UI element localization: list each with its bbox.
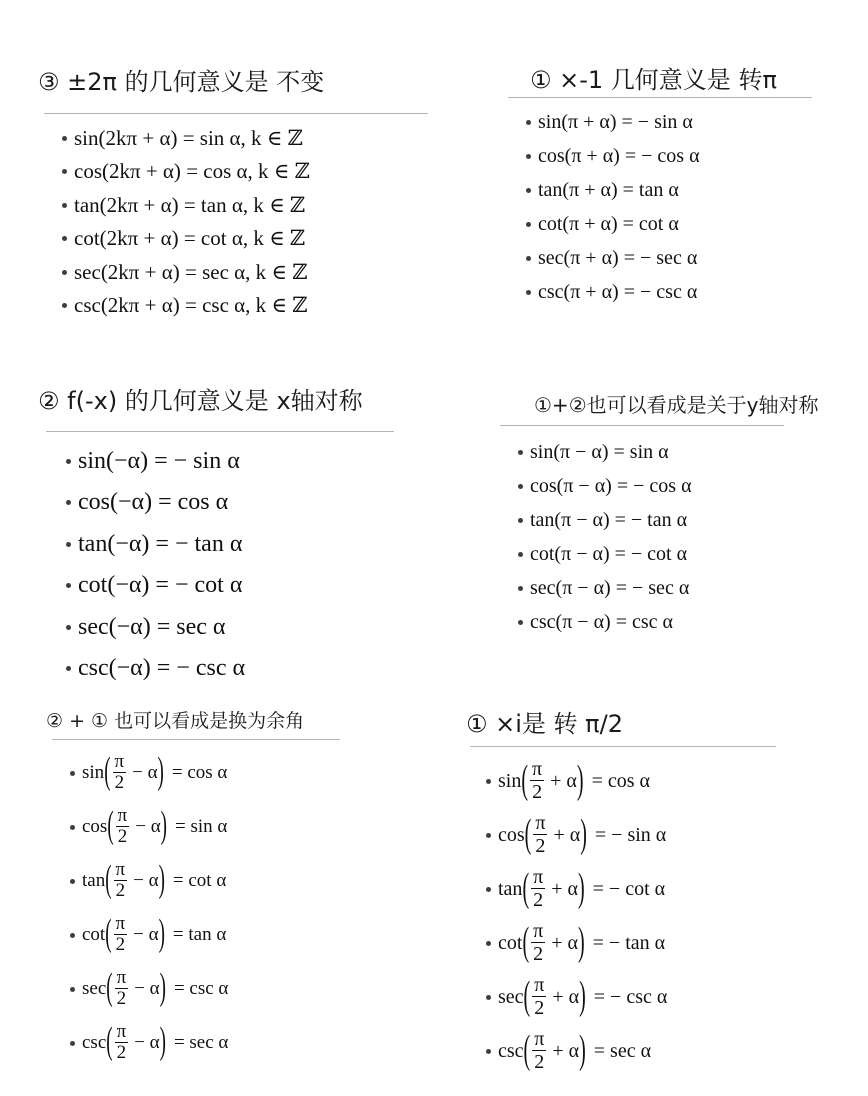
formula-lhs: sec(π + α) [538,246,619,269]
formula-lhs: sin(−α) [78,447,149,474]
formula-rhs: = sin α [175,816,228,837]
function-name: sin [498,769,522,792]
fraction-pi-over-2 [531,921,545,965]
formula-lhs: sin(π + α) [538,110,617,133]
fraction-pi-over-2 [532,975,546,1019]
fraction-numerator: π [534,974,545,996]
function-name: cot [498,931,523,954]
divider [508,97,812,98]
bullet-dot [486,1049,491,1054]
bullet-dot [70,1041,75,1046]
formula-rhs: = cot α, k ∈ ℤ [183,226,306,250]
formula-row [62,189,305,221]
formula-rhs: = csc α [615,610,674,633]
heading-y-axis-symmetry: ①+②也可以看成是关于y轴对称 [534,393,819,417]
bullet-dot [66,583,71,588]
fraction-pi-over-2 [533,813,547,857]
formula-rhs: = sin α [613,440,669,463]
formula-row [70,855,226,907]
fraction-pi-over-2 [531,867,545,911]
bullet-dot [518,518,523,523]
formula-rhs: = cos α [158,489,229,515]
fraction-numerator: π [116,967,127,989]
formula-rhs: = − tan α [592,931,666,954]
formula-row [518,436,669,468]
right-paren: ) [157,751,164,793]
formula-lhs: cot(−α) [78,572,150,598]
fraction-numerator: π [533,866,544,888]
formula-row [62,256,308,288]
bullet-dot [70,879,75,884]
formula-rhs: = cos α, k ∈ ℤ [186,159,310,183]
function-name: tan [82,870,106,891]
bullet-dot [526,290,531,295]
formula-row [518,504,687,536]
formula-rhs: = − cot α [614,542,688,565]
fraction-numerator: π [115,859,126,881]
formula-lhs: csc(π + α) [538,280,619,303]
fraction-denominator: 2 [114,772,125,794]
fraction-numerator: π [534,1028,545,1050]
formula-row [486,1025,651,1077]
bullet-dot [62,203,67,208]
divider [52,739,340,740]
formula-row [66,442,240,480]
formula-rhs: = sec α, k ∈ ℤ [185,259,308,284]
bullet-dot [526,188,531,193]
formula-rhs: = cot α [622,212,679,235]
formula-lhs: cos(π + α) [538,144,620,167]
fraction-denominator: 2 [115,934,126,956]
angle-operation: − α [134,1032,160,1053]
formula-rhs: = sec α [156,613,226,640]
formula-row [526,106,693,138]
bullet-dot [518,484,523,489]
left-paren: ( [105,913,112,955]
formula-row [518,572,689,604]
formula-lhs: sec(2kπ + α) [74,259,180,284]
right-paren: ) [579,974,586,1018]
formula-row [486,863,665,915]
formula-rhs: = − cot α [592,877,666,900]
bullet-dot [62,136,67,141]
bullet-dot [62,303,67,308]
angle-operation: − α [135,816,161,837]
angle-operation: + α [552,985,580,1008]
fraction-numerator: π [117,805,128,827]
function-name: csc [498,1039,524,1062]
function-name: sin [82,762,105,783]
formula-row [66,484,228,522]
formula-row [486,917,665,969]
divider [46,431,394,432]
left-paren: ( [106,967,113,1009]
formula-rhs: = − cos α [624,144,700,167]
formula-lhs: tan(π + α) [538,178,618,201]
right-paren: ) [577,866,585,910]
fraction-numerator: π [115,913,126,935]
formula-row [66,608,226,646]
formula-row [70,909,226,961]
formula-lhs: cot(π − α) [530,542,610,565]
formula-rhs: = tan α [622,178,679,201]
bullet-dot [518,450,523,455]
formula-row [70,963,228,1015]
fraction-pi-over-2 [116,806,130,848]
right-paren: ) [580,812,587,856]
formula-row [526,208,679,240]
formula-lhs: sec(−α) [78,613,151,640]
formula-row [518,470,692,502]
formula-rhs: = − sin α [621,110,693,133]
bullet-dot [66,542,71,547]
fraction-denominator: 2 [117,826,128,848]
formula-row [526,276,697,308]
formula-rhs: = − cot α [155,572,243,598]
left-paren: ( [107,805,114,847]
formula-rhs: = cos α [591,769,650,792]
right-paren: ) [159,1021,166,1063]
formula-rhs: = cot α [172,870,227,891]
angle-operation: + α [550,769,577,792]
formula-rhs: = − csc α [156,655,246,681]
formula-lhs: sin(π − α) [530,440,609,463]
function-name: csc [82,1032,107,1053]
fraction-pi-over-2 [115,968,129,1010]
formula-row [518,606,673,638]
bullet-dot [66,459,71,464]
formula-lhs: cos(−α) [78,489,153,515]
formula-rhs: = − tan α [155,530,243,557]
fraction-pi-over-2 [114,860,128,902]
bullet-dot [486,941,491,946]
formula-row [526,140,700,172]
formula-lhs: cot(2kπ + α) [74,226,179,250]
left-paren: ( [104,751,111,793]
bullet-dot [518,620,523,625]
bullet-dot [526,154,531,159]
fraction-numerator: π [535,812,546,834]
heading-times-minus-one: ① ×-1 几何意义是 转π [530,66,777,94]
formula-lhs: csc(π − α) [530,610,611,633]
formula-row [62,223,305,255]
left-paren: ( [523,1028,531,1072]
function-name: cot [82,924,106,945]
bullet-dot [518,552,523,557]
bullet-dot [526,222,531,227]
formula-rhs: = − sin α [594,823,667,846]
angle-operation: − α [133,870,159,891]
formula-rhs: = − csc α [623,280,698,303]
heading-plus-minus-2pi: ③ ±2π 的几何意义是 不变 [38,68,325,96]
formula-rhs: = tan α [172,924,227,945]
angle-operation: + α [551,877,578,900]
fraction-denominator: 2 [535,835,546,857]
bullet-dot [70,771,75,776]
formula-rhs: = − cos α [616,474,692,497]
bullet-dot [70,987,75,992]
fraction-pi-over-2 [114,914,128,956]
formula-lhs: sin(2kπ + α) [74,125,178,150]
left-paren: ( [523,974,531,1018]
divider [470,746,776,747]
right-paren: ) [576,758,584,802]
angle-operation: − α [133,924,159,945]
left-paren: ( [521,758,529,802]
bullet-dot [62,169,67,174]
formula-row [486,755,650,807]
formula-rhs: = csc α [173,978,229,999]
formula-rhs: = sec α [173,1032,229,1053]
bullet-dot [70,933,75,938]
bullet-dot [66,625,71,630]
function-name: tan [498,877,523,900]
formula-row [66,650,245,688]
right-paren: ) [160,805,167,847]
function-name: sec [82,978,107,999]
fraction-pi-over-2 [532,1029,546,1073]
formula-lhs: csc(−α) [78,655,151,681]
formula-rhs: = cos α [171,762,228,783]
formula-rhs: = − tan α [614,508,688,531]
fraction-numerator: π [533,920,544,942]
bullet-dot [62,270,67,275]
formula-row [62,290,308,322]
fraction-denominator: 2 [534,997,545,1019]
formula-rhs: = sec α [593,1039,652,1062]
formula-row [486,809,666,861]
formula-lhs: tan(2kπ + α) [74,192,179,217]
bullet-dot [66,666,71,671]
fraction-denominator: 2 [534,1051,545,1073]
heading-f-minus-x: ② f(-x) 的几何意义是 x轴对称 [38,387,363,415]
left-paren: ( [106,1021,113,1063]
right-paren: ) [159,967,166,1009]
function-name: cos [82,816,108,837]
right-paren: ) [577,920,585,964]
formula-rhs: = tan α, k ∈ ℤ [183,192,306,217]
formula-row [70,747,227,799]
formula-row [526,242,697,274]
formula-lhs: tan(−α) [78,530,150,557]
angle-operation: + α [551,931,578,954]
right-paren: ) [579,1028,586,1072]
bullet-dot [486,779,491,784]
formula-row [486,971,667,1023]
bullet-dot [486,995,491,1000]
fraction-pi-over-2 [530,759,544,803]
bullet-dot [486,833,491,838]
formula-row [62,156,310,188]
fraction-pi-over-2 [115,1022,129,1064]
bullet-dot [66,500,71,505]
formula-row [66,525,242,563]
formula-lhs: cos(π − α) [530,474,612,497]
bullet-dot [518,586,523,591]
left-paren: ( [524,812,532,856]
fraction-numerator: π [532,758,543,780]
formula-lhs: csc(2kπ + α) [74,293,180,317]
fraction-pi-over-2 [113,752,127,794]
formula-row [526,174,679,206]
left-paren: ( [105,859,112,901]
formula-rhs: = − csc α [593,985,668,1008]
fraction-denominator: 2 [116,988,127,1010]
formula-rhs: = − sec α [615,576,690,599]
formula-lhs: cos(2kπ + α) [74,159,181,183]
formula-rhs: = csc α, k ∈ ℤ [185,293,308,317]
right-paren: ) [158,913,165,955]
fraction-denominator: 2 [533,943,544,965]
formula-rhs: = − sin α [154,447,240,474]
bullet-dot [62,236,67,241]
bullet-dot [486,887,491,892]
left-paren: ( [522,920,530,964]
formula-rhs: = sin α, k ∈ ℤ [182,125,303,150]
bullet-dot [526,120,531,125]
angle-operation: − α [132,762,158,783]
heading-times-i: ① ×i是 转 π/2 [466,710,623,738]
formula-lhs: tan(π − α) [530,508,610,531]
formula-rhs: = − sec α [623,246,698,269]
formula-row [518,538,687,570]
function-name: cos [498,823,525,846]
right-paren: ) [158,859,165,901]
fraction-denominator: 2 [532,781,543,803]
formula-row [70,1017,228,1069]
formula-row [70,801,227,853]
fraction-denominator: 2 [115,880,126,902]
fraction-denominator: 2 [533,889,544,911]
bullet-dot [70,825,75,830]
fraction-denominator: 2 [116,1042,127,1064]
formula-row [66,567,242,605]
left-paren: ( [522,866,530,910]
formula-lhs: sec(π − α) [530,576,611,599]
formula-lhs: cot(π + α) [538,212,618,235]
angle-operation: + α [553,823,581,846]
bullet-dot [526,256,531,261]
fraction-numerator: π [114,751,125,773]
divider [44,113,428,114]
angle-operation: − α [134,978,160,999]
heading-complementary-angle: ② + ① 也可以看成是换为余角 [46,710,305,732]
formula-row [62,122,303,154]
divider [500,425,784,426]
fraction-numerator: π [116,1021,127,1043]
angle-operation: + α [552,1039,580,1062]
function-name: sec [498,985,524,1008]
